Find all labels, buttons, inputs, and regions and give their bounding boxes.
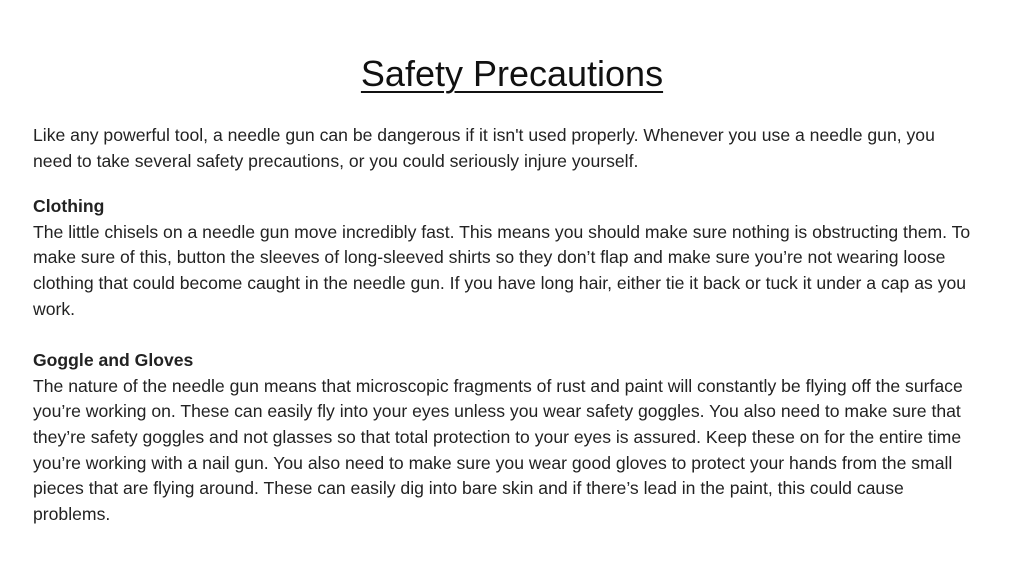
section-body-clothing: The little chisels on a needle gun move incredibly fast. This means you should make sure nothing is obstructing them. To make sure of this, button the sleeves of long-sleeved shirts so they don’t flap and make sure you’re not wearing loose clothing that could become caught in the needle gun. If you have long hair, either tie it back or tuck it under a cap as you work. — [33, 221, 971, 319]
section-body-goggles-gloves: The nature of the needle gun means that microscopic fragments of rust and paint will constantly be flying off the surface you’re working on. These can easily fly into your eyes unless you wear safety goggles. You also need to make sure that they’re safety goggles and not glasses so that total protection to your eyes is assured. Keep these on for the entire time you’re working with a nail gun. You also need to make sure you wear good gloves to protect your hands from the small pieces that are flying around. These can easily dig into bare skin and if there’s lead in the paint, this could cause problems. — [33, 375, 963, 524]
section-heading-goggles-gloves: Goggle and Gloves — [33, 350, 194, 371]
section-clothing — [33, 194, 973, 322]
section-heading-clothing: Clothing — [33, 196, 105, 217]
slide-content — [33, 123, 973, 527]
section-goggles-gloves — [33, 348, 973, 527]
intro-paragraph: Like any powerful tool, a needle gun can be dangerous if it isn't used properly. Whenever you use a needle gun, you need to take several safety precautions, or you could seriously injure yourself. — [33, 125, 935, 171]
slide-title: Safety Precautions — [360, 53, 664, 94]
